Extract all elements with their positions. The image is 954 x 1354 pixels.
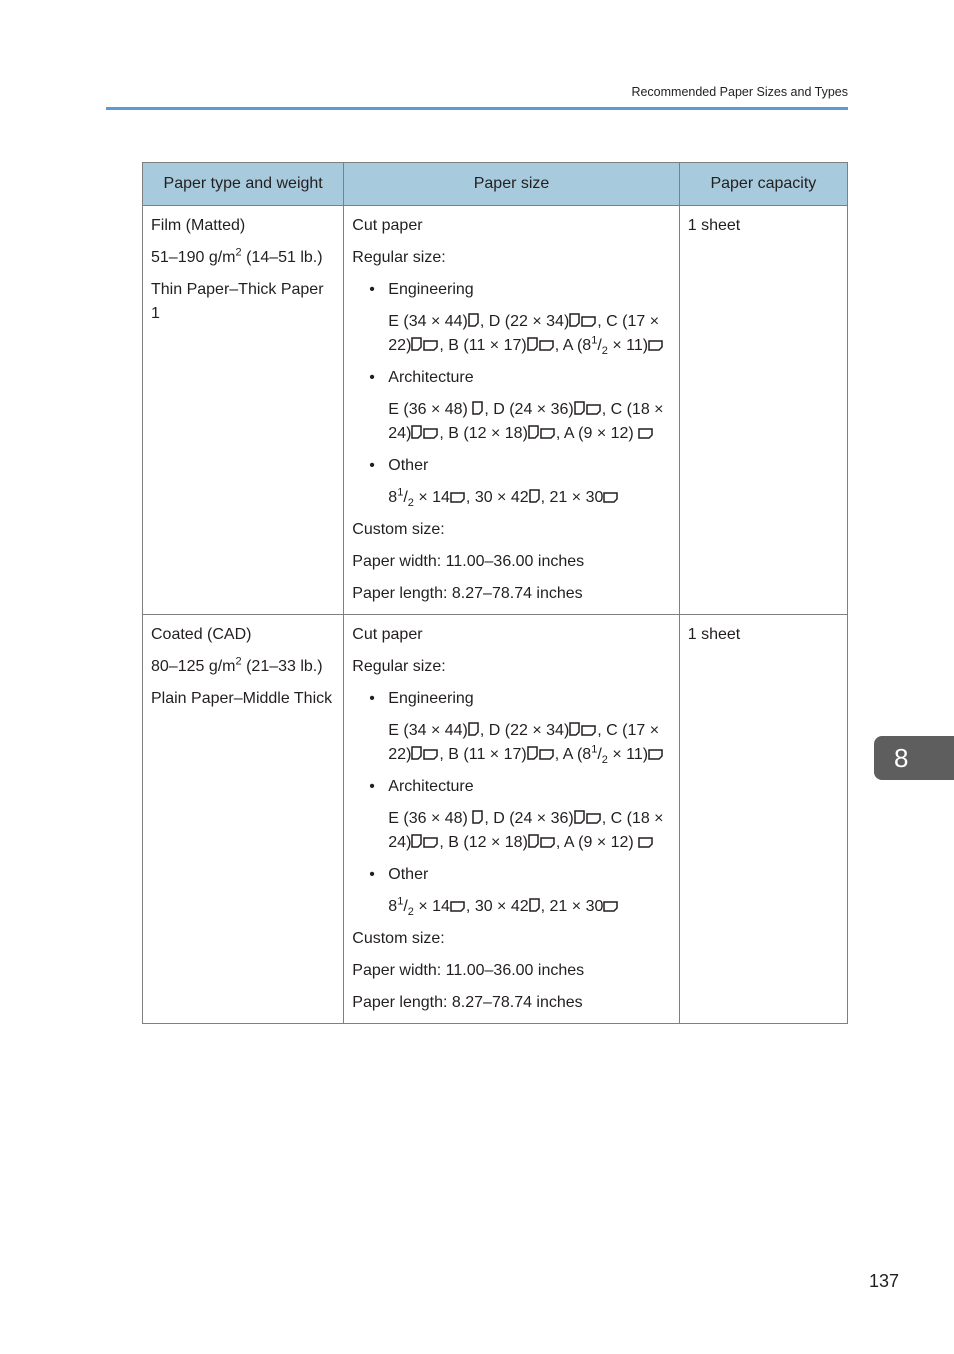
paper-type-name: Film (Matted) — [151, 217, 246, 234]
architecture-sizes — [388, 398, 670, 446]
portrait-sheet-icon — [411, 834, 422, 848]
paper-size-cell — [344, 615, 679, 1024]
size-text: , C (17 × 22) — [388, 722, 660, 763]
portrait-sheet-icon — [468, 722, 479, 736]
header-paper-type: Paper type and weight — [143, 163, 344, 206]
superscript: 2 — [235, 655, 242, 668]
cut-paper-label: Cut paper — [352, 626, 423, 643]
size-text: , D (24 × 36) — [484, 401, 574, 418]
other-sizes — [388, 895, 670, 919]
size-group-list — [352, 687, 670, 767]
size-group-list — [352, 454, 670, 510]
paper-spec-table — [142, 162, 848, 1024]
running-header: Recommended Paper Sizes and Types — [631, 85, 848, 99]
paper-weight — [151, 246, 335, 270]
landscape-sheet-icon — [603, 492, 618, 503]
fraction-slash: / — [597, 337, 602, 354]
size-text: , D (22 × 34) — [479, 722, 570, 739]
regular-size-label: Regular size: — [352, 249, 446, 266]
bullet-icon: • — [369, 866, 375, 883]
size-text: × 11) — [607, 746, 649, 763]
bullet-icon: • — [369, 369, 375, 386]
list-item — [352, 366, 670, 446]
fraction-numerator: 1 — [397, 486, 404, 499]
landscape-sheet-icon — [540, 428, 555, 439]
architecture-sizes — [388, 807, 670, 855]
landscape-sheet-icon — [581, 725, 596, 736]
landscape-sheet-icon — [423, 428, 438, 439]
table-header-row — [143, 163, 848, 206]
size-text: 8 — [388, 489, 398, 506]
size-group-list — [352, 366, 670, 446]
list-item — [352, 687, 670, 767]
landscape-sheet-icon — [450, 901, 465, 912]
portrait-sheet-icon — [411, 746, 422, 760]
portrait-sheet-icon — [528, 425, 539, 439]
landscape-sheet-icon — [586, 813, 601, 824]
size-text: E (34 × 44) — [388, 313, 468, 330]
portrait-sheet-icon — [527, 746, 538, 760]
paper-thickness: Plain Paper–Middle Thick — [151, 690, 333, 707]
portrait-sheet-icon — [472, 401, 483, 415]
other-sizes — [388, 486, 670, 510]
size-text: , B (11 × 17) — [439, 746, 527, 763]
portrait-sheet-icon — [472, 810, 483, 824]
portrait-sheet-icon — [528, 834, 539, 848]
size-text: , C (17 × 22) — [388, 313, 660, 354]
size-text: , A (8 — [554, 746, 592, 763]
fraction-denominator: 2 — [407, 497, 414, 510]
fraction-numerator: 1 — [591, 334, 598, 347]
portrait-sheet-icon — [527, 337, 538, 351]
weight-lb: (21–33 lb.) — [241, 658, 323, 675]
paper-width: Paper width: 11.00–36.00 inches — [352, 962, 585, 979]
landscape-sheet-icon — [539, 340, 554, 351]
size-text: , D (22 × 34) — [479, 313, 570, 330]
engineering-label: Engineering — [388, 281, 474, 298]
engineering-label: Engineering — [388, 690, 474, 707]
size-text: , A (9 × 12) — [555, 425, 639, 442]
other-label: Other — [388, 866, 429, 883]
portrait-sheet-icon — [569, 313, 580, 327]
fraction-slash: / — [403, 898, 408, 915]
portrait-sheet-icon — [468, 313, 479, 327]
paper-weight — [151, 655, 335, 679]
table-row — [143, 206, 848, 615]
portrait-sheet-icon — [574, 401, 585, 415]
fraction-denominator: 2 — [601, 754, 608, 767]
chapter-tab: 8 — [874, 736, 954, 780]
regular-size-label: Regular size: — [352, 658, 446, 675]
capacity-value: 1 sheet — [687, 217, 741, 234]
size-text: E (34 × 44) — [388, 722, 468, 739]
size-text: , A (9 × 12) — [555, 834, 639, 851]
paper-type-name: Coated (CAD) — [151, 626, 252, 643]
fraction-denominator: 2 — [601, 345, 608, 358]
portrait-sheet-icon — [569, 722, 580, 736]
bullet-icon: • — [369, 778, 375, 795]
paper-length: Paper length: 8.27–78.74 inches — [352, 994, 583, 1011]
size-text: 8 — [388, 898, 398, 915]
size-text: , 21 × 30 — [540, 489, 604, 506]
landscape-sheet-icon — [581, 316, 596, 327]
portrait-sheet-icon — [529, 489, 540, 503]
landscape-sheet-icon — [423, 749, 438, 760]
landscape-sheet-icon — [648, 749, 663, 760]
landscape-sheet-icon — [540, 837, 555, 848]
engineering-sizes — [388, 310, 670, 358]
weight-value: 80–125 g/m — [151, 658, 236, 675]
paper-length: Paper length: 8.27–78.74 inches — [352, 585, 583, 602]
paper-capacity-cell — [679, 206, 847, 615]
size-text: , C (18 × 24) — [388, 810, 664, 851]
list-item — [352, 454, 670, 510]
portrait-sheet-icon — [411, 425, 422, 439]
size-text: , B (12 × 18) — [439, 425, 528, 442]
architecture-label: Architecture — [388, 778, 474, 795]
size-group-list — [352, 278, 670, 358]
capacity-value: 1 sheet — [687, 626, 741, 643]
list-item — [352, 775, 670, 855]
header-paper-capacity: Paper capacity — [679, 163, 847, 206]
fraction-numerator: 1 — [397, 895, 404, 908]
size-text: , B (11 × 17) — [439, 337, 527, 354]
landscape-sheet-icon — [648, 340, 663, 351]
portrait-sheet-icon — [529, 898, 540, 912]
fraction-slash: / — [403, 489, 408, 506]
header-rule — [106, 107, 848, 110]
size-text: , 30 × 42 — [465, 489, 529, 506]
paper-type-cell — [143, 615, 344, 1024]
paper-size-cell — [344, 206, 679, 615]
header-paper-size: Paper size — [344, 163, 679, 206]
list-item — [352, 278, 670, 358]
size-text: × 11) — [607, 337, 649, 354]
fraction-slash: / — [597, 746, 602, 763]
landscape-sheet-icon — [450, 492, 465, 503]
fraction-denominator: 2 — [407, 906, 414, 919]
paper-width: Paper width: 11.00–36.00 inches — [352, 553, 585, 570]
size-text: , 30 × 42 — [465, 898, 529, 915]
size-text: , 21 × 30 — [540, 898, 604, 915]
size-text: , A (8 — [554, 337, 592, 354]
size-group-list — [352, 863, 670, 919]
portrait-sheet-icon — [411, 337, 422, 351]
landscape-sheet-icon — [603, 901, 618, 912]
size-text: E (36 × 48) — [388, 810, 473, 827]
landscape-sheet-icon — [586, 404, 601, 415]
size-text: E (36 × 48) — [388, 401, 473, 418]
cut-paper-label: Cut paper — [352, 217, 423, 234]
engineering-sizes — [388, 719, 670, 767]
paper-type-cell — [143, 206, 344, 615]
page-number: 137 — [868, 1271, 899, 1291]
size-text: , D (24 × 36) — [484, 810, 574, 827]
paper-capacity-cell — [679, 615, 847, 1024]
paper-thickness: Thin Paper–Thick Paper 1 — [151, 281, 324, 322]
weight-value: 51–190 g/m — [151, 249, 236, 266]
weight-lb: (14–51 lb.) — [241, 249, 323, 266]
portrait-sheet-icon — [574, 810, 585, 824]
custom-size-label: Custom size: — [352, 930, 445, 947]
landscape-sheet-icon — [423, 340, 438, 351]
bullet-icon: • — [369, 457, 375, 474]
table-row — [143, 615, 848, 1024]
landscape-sheet-icon — [638, 428, 653, 439]
landscape-sheet-icon — [638, 837, 653, 848]
other-label: Other — [388, 457, 429, 474]
architecture-label: Architecture — [388, 369, 474, 386]
size-text: , B (12 × 18) — [439, 834, 528, 851]
superscript: 2 — [235, 246, 242, 259]
size-text: , C (18 × 24) — [388, 401, 664, 442]
list-item — [352, 863, 670, 919]
bullet-icon: • — [369, 690, 375, 707]
landscape-sheet-icon — [423, 837, 438, 848]
custom-size-label: Custom size: — [352, 521, 445, 538]
size-text: × 14 — [413, 898, 450, 915]
fraction-numerator: 1 — [591, 743, 598, 756]
landscape-sheet-icon — [539, 749, 554, 760]
size-text: × 14 — [413, 489, 450, 506]
size-group-list — [352, 775, 670, 855]
bullet-icon: • — [369, 281, 375, 298]
